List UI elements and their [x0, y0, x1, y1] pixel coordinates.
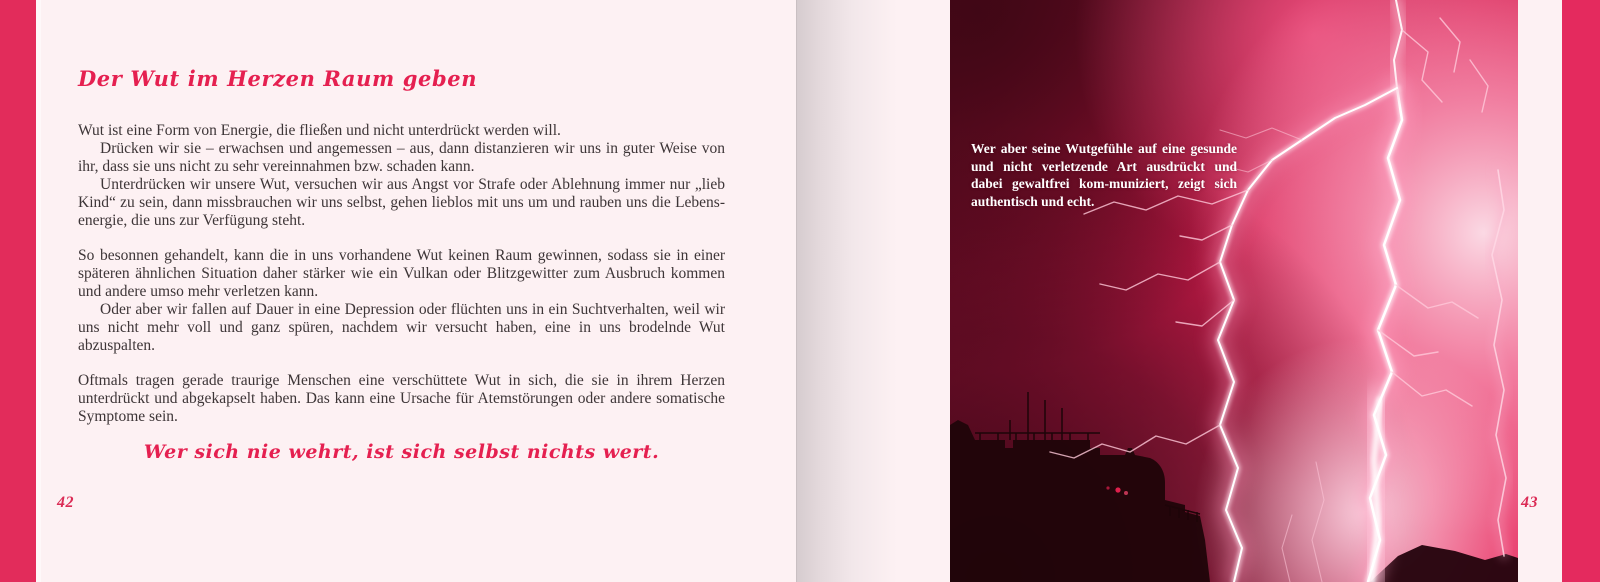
lightning-photo-art	[950, 0, 1518, 582]
left-page-edge	[796, 0, 797, 582]
spine-bar-left	[0, 0, 36, 582]
lightning-photo	[950, 0, 1518, 582]
body-paragraph: Wut ist eine Form von Energie, die fließen und nicht unterdrückt werden will.	[78, 122, 561, 139]
aphorism-quote: Wer sich nie wehrt, ist sich selbst nichts wert.	[143, 441, 660, 463]
gutter-shadow	[797, 0, 897, 582]
body-paragraph: Drücken wir sie – erwachsen und angemessen – aus, dann distanzieren wir uns in guter Weise von ihr, dass sie uns nicht zu sehr vereinnahmen bzw. schaden kann.	[78, 140, 725, 175]
left-page-edge-highlight	[36, 0, 41, 582]
spine-bar-right	[1562, 0, 1600, 582]
body-paragraph: Oftmals tragen gerade traurige Menschen eine verschüttete Wut in sich, die sie in ihrem Herzen unterdrückt und abgekapselt haben. Das kann eine Ursache für Atemstörungen oder andere somatische Symptome sein.	[78, 372, 725, 425]
chapter-title: Der Wut im Herzen Raum geben	[78, 66, 478, 91]
body-text-block	[78, 122, 725, 426]
body-paragraph: Oder aber wir fallen auf Dauer in eine Depression oder flüchten uns in ein Suchtverhalten, weil wir uns nicht mehr voll und ganz spüren, nachdem wir versucht haben, eine in uns brodelnde Wut abzuspalten.	[78, 301, 725, 354]
page-number-right: 43	[1521, 494, 1538, 511]
page-number-left: 42	[57, 494, 74, 511]
body-paragraph: Unterdrücken wir unsere Wut, versuchen wir aus Angst vor Strafe oder Ablehnung immer nur „lieb Kind“ zu sein, dann missbrauchen wir uns selbst, gehen lieblos mit uns um und rauben uns die Lebens-energie, die uns zur Verfügung steht.	[78, 176, 725, 229]
photo-caption: Wer aber seine Wutgefühle auf eine gesunde und nicht verletzende Art ausdrückt und dabei gewaltfrei kom-muniziert, zeigt sich authentisch und echt.	[971, 141, 1237, 209]
body-paragraph: So besonnen gehandelt, kann die in uns vorhandene Wut keinen Raum gewinnen, sodass sie in einer späteren ähnlichen Situation daher stärker wie ein Vulkan oder Blitzgewitter zum Ausbruch kommen und andere umso mehr verletzen kann.	[78, 247, 725, 300]
